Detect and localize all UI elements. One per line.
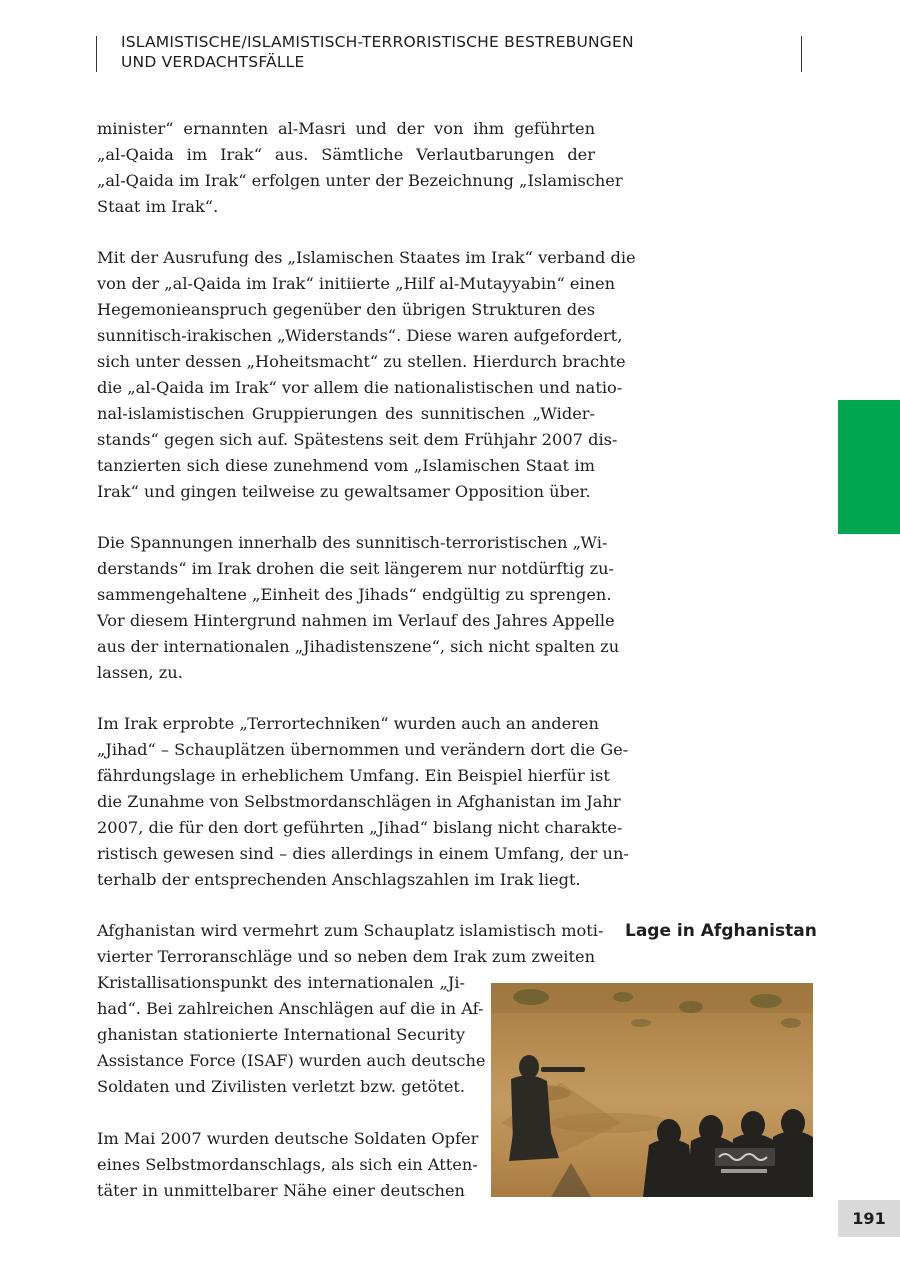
text-line: von der „al-Qaida im Irak“ initiierte „Hilf al-Mutayyabin“ einen <box>97 274 616 293</box>
text-line: minister“ ernannten al-Masri und der von ihm geführten <box>97 119 595 138</box>
header-rule-right <box>801 36 802 72</box>
text-line: vierter Terroranschläge und so neben dem Irak zum zweiten <box>97 947 595 966</box>
text-line: Die Spannungen innerhalb des sunnitisch-terroristischen „Wi- <box>97 533 608 552</box>
text-line: „al-Qaida im Irak“ erfolgen unter der Bezeichnung „Islamischer <box>97 171 623 190</box>
text-line: „al-Qaida im Irak“ aus. Sämtliche Verlautbarungen der <box>97 145 595 164</box>
text-line: sammengehaltene „Einheit des Jihads“ endgültig zu sprengen. <box>97 585 612 604</box>
paragraph-5-narrow <box>97 970 486 1100</box>
text-line: lassen, zu. <box>97 663 183 682</box>
afghanistan-photo <box>491 983 813 1197</box>
text-line: Vor diesem Hintergrund nahmen im Verlauf des Jahres Appelle <box>97 611 615 630</box>
text-line: terhalb der entsprechenden Anschlagszahlen im Irak liegt. <box>97 870 581 889</box>
text-line: Im Mai 2007 wurden deutsche Soldaten Opfer <box>97 1129 479 1148</box>
paragraph-5-wide <box>97 918 604 970</box>
text-line: Soldaten und Zivilisten verletzt bzw. getötet. <box>97 1077 466 1096</box>
paragraph-2 <box>97 245 636 505</box>
text-line: had“. Bei zahlreichen Anschlägen auf die in Af- <box>97 999 484 1018</box>
paragraph-6 <box>97 1126 479 1204</box>
text-line: Kristallisationspunkt des internationalen „Ji- <box>97 973 465 992</box>
text-line: derstands“ im Irak drohen die seit längerem nur notdürftig zu- <box>97 559 615 578</box>
running-head <box>121 32 761 72</box>
text-line: Irak“ und gingen teilweise zu gewaltsamer Opposition über. <box>97 482 591 501</box>
text-line: tanzierten sich diese zunehmend vom „Islamischen Staat im <box>97 456 595 475</box>
text-line: Assistance Force (ISAF) wurden auch deutsche <box>97 1051 486 1070</box>
text-line: ghanistan stationierte International Security <box>97 1025 465 1044</box>
page-number: 191 <box>838 1200 900 1237</box>
text-line: eines Selbstmordanschlags, als sich ein Atten- <box>97 1155 478 1174</box>
paragraph-4 <box>97 711 629 893</box>
text-line: 2007, die für den dort geführten „Jihad“ bislang nicht charakte- <box>97 818 623 837</box>
margin-heading: Lage in Afghanistan <box>625 921 817 941</box>
text-line: Mit der Ausrufung des „Islamischen Staates im Irak“ verband die <box>97 248 636 267</box>
running-head-line-2: UND VERDACHTSFÄLLE <box>121 53 305 71</box>
text-line: Staat im Irak“. <box>97 197 219 216</box>
text-line: die Zunahme von Selbstmordanschlägen in Afghanistan im Jahr <box>97 792 621 811</box>
text-line: sunnitisch-irakischen „Widerstands“. Diese waren aufgefordert, <box>97 326 623 345</box>
text-line: „Jihad“ – Schauplätzen übernommen und verändern dort die Ge- <box>97 740 629 759</box>
chapter-tab <box>838 400 900 534</box>
logo-watermark <box>715 1148 775 1173</box>
text-line: nal-islamistischen Gruppierungen des sunnitischen „Wider- <box>97 404 595 423</box>
text-line: ristisch gewesen sind – dies allerdings in einem Umfang, der un- <box>97 844 629 863</box>
text-line: Afghanistan wird vermehrt zum Schauplatz islamistisch moti- <box>97 921 604 940</box>
text-line: Hegemonieanspruch gegenüber den übrigen Strukturen des <box>97 300 595 319</box>
text-line: Im Irak erprobte „Terrortechniken“ wurden auch an anderen <box>97 714 599 733</box>
text-line: sich unter dessen „Hoheitsmacht“ zu stellen. Hierdurch brachte <box>97 352 626 371</box>
paragraph-1 <box>97 116 623 220</box>
text-line: fährdungslage in erheblichem Umfang. Ein Beispiel hierfür ist <box>97 766 610 785</box>
header-rule-left <box>96 36 97 72</box>
text-line: täter in unmittelbarer Nähe einer deutschen <box>97 1181 465 1200</box>
paragraph-3 <box>97 530 620 686</box>
running-head-line-1: ISLAMISTISCHE/ISLAMISTISCH-TERRORISTISCHE BESTREBUNGEN <box>121 33 634 51</box>
photo-illustration <box>491 983 813 1197</box>
text-line: die „al-Qaida im Irak“ vor allem die nationalistischen und natio- <box>97 378 623 397</box>
text-line: stands“ gegen sich auf. Spätestens seit dem Frühjahr 2007 dis- <box>97 430 618 449</box>
text-line: aus der internationalen „Jihadistenszene“, sich nicht spalten zu <box>97 637 620 656</box>
